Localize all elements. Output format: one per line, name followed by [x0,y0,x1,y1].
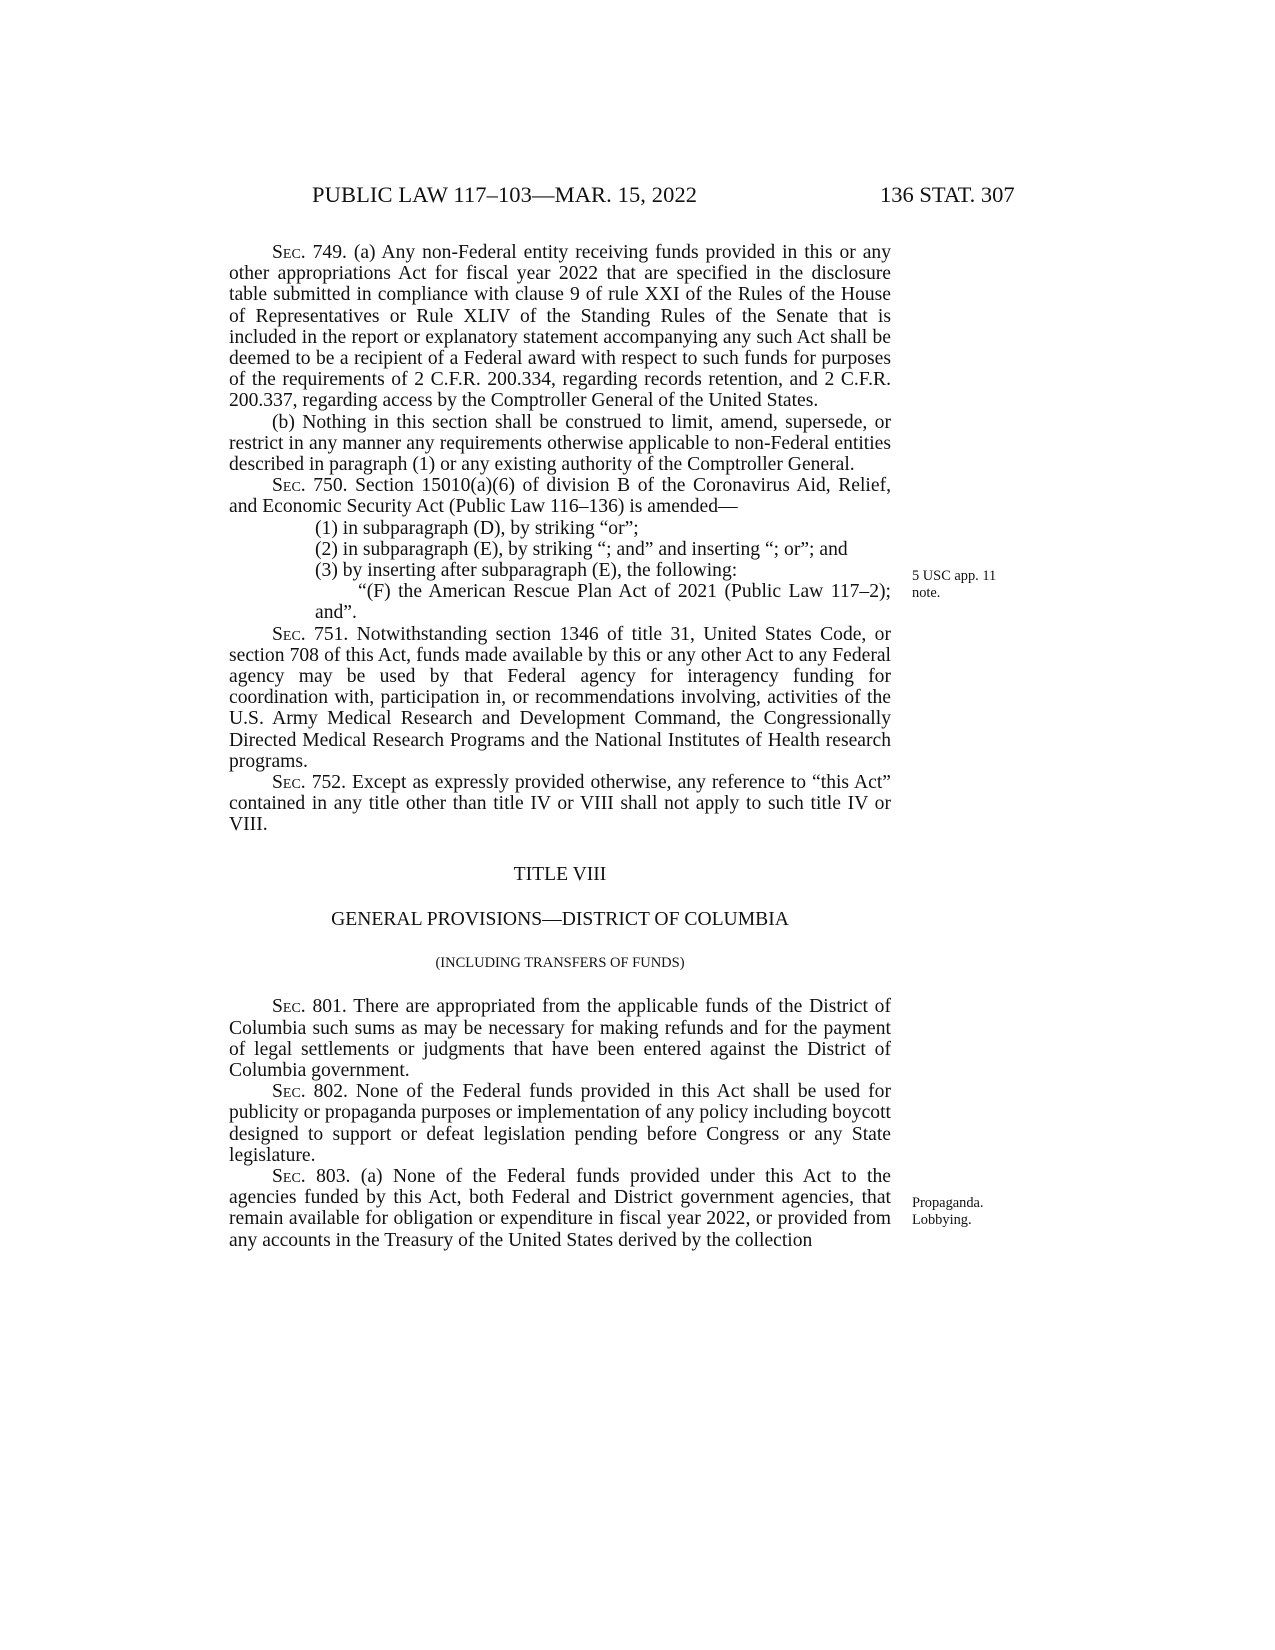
main-text-column [229,242,891,1251]
section-text: Section 15010(a)(6) of division B of the Coronavirus Aid, Relief, and Economic Security Act (Public Law 116–136) is amended— [229,475,891,518]
section-label: Sec. 751. [272,623,349,645]
sec-801 [229,996,891,1081]
section-label: Sec. 801. [272,996,347,1018]
sec-802 [229,1081,891,1166]
sec-803 [229,1166,891,1251]
margin-note-line: Lobbying. [912,1212,972,1228]
margin-note-line: Propaganda. [912,1195,984,1211]
sec-750-item-3: (3) by inserting after subparagraph (E), the following: [315,560,738,582]
title-heading: TITLE VIII [513,863,607,885]
section-text: (a) Any non-Federal entity receiving funds provided in this or any other appropriations Act for fiscal year 2022 that are specified in the disclosure table submitted in compliance with clause 9 of rule XXI of the Rules of the House of Representatives or Rule XLIV of the Standing Rules of the Senate that is included in the report or explanatory statement accompanying any such Act shall be deemed to be a recipient of a Federal award with respect to such funds for purposes of the requirements of 2 C.F.R. 200.334, regarding records retention, and 2 C.F.R. 200.337, regarding access by the Comptroller General of the United States. [229,242,892,412]
section-label: Sec. 802. [272,1081,348,1103]
margin-note-usc [912,568,996,602]
sec-750-quoted-text: “(F) the American Rescue Plan Act of 2021 (Public Law 117–2); and”. [315,581,891,624]
sec-751 [229,624,891,772]
section-text: Except as expressly provided otherwise, any reference to “this Act” contained in any title other than title IV or VIII shall not apply to such title IV or VIII. [229,772,891,836]
sec-750 [229,475,891,517]
section-text: None of the Federal funds provided in this Act shall be used for publicity or propaganda purposes or implementation of any policy including boycott designed to support or defeat legislation pending before Congress or any State legislature. [229,1081,892,1166]
margin-note-line: 5 USC app. 11 [912,568,997,584]
section-label: Sec. 750. [272,475,348,497]
sec-752 [229,772,891,836]
running-head-title: PUBLIC LAW 117–103—MAR. 15, 2022 [312,182,698,207]
title-subheading: GENERAL PROVISIONS—DISTRICT OF COLUMBIA [331,908,789,930]
sec-749-b: (b) Nothing in this section shall be construed to limit, amend, supersede, or restrict in any manner any requirements otherwise applicable to non-Federal entities described in paragraph (1) or any existing authority of the Comptroller General. [229,411,891,476]
page-header [0,182,1275,212]
margin-note-line: note. [912,585,941,601]
margin-note-propaganda [912,1195,984,1229]
section-text: There are appropriated from the applicable funds of the District of Columbia such sums as may be necessary for making refunds and for the payment of legal settlements or judgments that have been entered against the District of Columbia government. [229,996,892,1081]
section-text: (a) None of the Federal funds provided under this Act to the agencies funded by this Act, both Federal and District government agencies, that remain available for obligation or expenditure in fiscal year 2022, or provided from any accounts in the Treasury of the United States derived by the collection [229,1165,891,1251]
sec-750-item-2: (2) in subparagraph (E), by striking “; and” and inserting “; or”; and [315,538,848,560]
statute-page-number: 136 STAT. 307 [880,182,1015,207]
sec-749-a [229,242,891,412]
section-text: Notwithstanding section 1346 of title 31, United States Code, or section 708 of this Act, funds made available by this or any other Act to any Federal agency may be used by that Federal agency for interagency funding for coordination with, participation in, or recommendations involving, activities of the U.S. Army Medical Research and Development Command, the Congressionally Directed Medical Research Programs and the National Institutes of Health research programs. [229,623,891,772]
section-label: Sec. 752. [272,772,346,794]
title-note: (INCLUDING TRANSFERS OF FUNDS) [435,955,685,972]
sec-750-item-1: (1) in subparagraph (D), by striking “or”; [315,517,639,539]
section-label: Sec. 803. [272,1165,351,1187]
section-label: Sec. 749. [272,242,347,263]
